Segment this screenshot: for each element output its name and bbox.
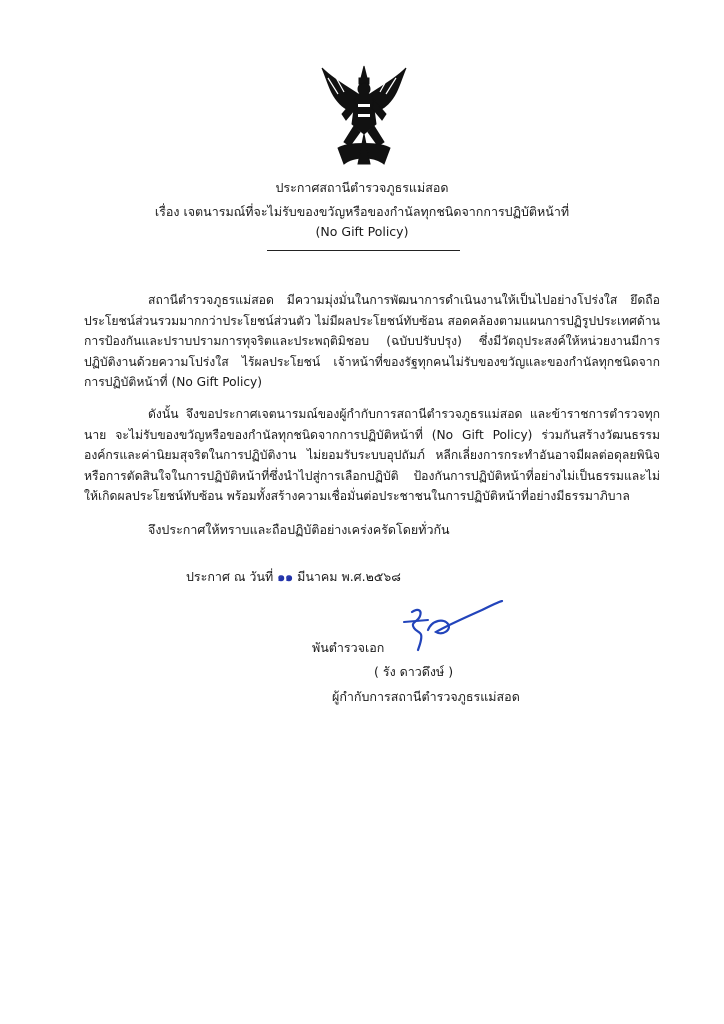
- announcement-subject: เรื่อง เจตนารมณ์ที่จะไม่รับของขวัญหรือของกำนัลทุกชนิดจากการปฏิบัติหน้าที่: [154, 204, 570, 219]
- signatory-name: ( รัง ดาวดึงษ์ ): [374, 664, 454, 679]
- body-paragraph-1: สถานีตำรวจภูธรแม่สอด มีความมุ่งมั่นในการพัฒนาการดำเนินงานให้เป็นไปอย่างโปร่งใส ยึดถือประโยชน์ส่วนรวมมากกว่าประโยชน์ส่วนตัว ไม่มีผลประโยชน์ทับซ้อน สอดคล้องตามแผนการปฏิรูปประเทศด้านการป้องกันและปราบปรามการทุจริตและประพฤติมิชอบ (ฉบับปรับปรุง) ซึ่งมีวัตถุประสงค์ให้หน่วยงานมีการปฏิบัติงานด้วยความโปร่งใส ไร้ผลประโยชน์ เจ้าหน้าที่ของรัฐทุกคนไม่รับของขวัญและของกำนัลทุกชนิดจากการปฏิบัติหน้าที่ (No Gift Policy): [84, 293, 660, 389]
- handwritten-signature: [398, 600, 508, 652]
- announcement-date: [186, 567, 401, 587]
- date-prefix: ประกาศ ณ วันที่: [186, 569, 274, 584]
- announcement-title: ประกาศสถานีตำรวจภูธรแม่สอด: [275, 180, 449, 195]
- title-divider: [267, 250, 460, 251]
- date-month-year: มีนาคม พ.ศ.๒๕๖๘: [297, 569, 401, 584]
- signatory-rank: พันตำรวจเอก: [312, 640, 385, 655]
- signatory-position: ผู้กำกับการสถานีตำรวจภูธรแม่สอด: [332, 689, 520, 704]
- policy-name: (No Gift Policy): [315, 224, 409, 239]
- closing-statement: จึงประกาศให้ทราบและถือปฏิบัติอย่างเคร่งครัดโดยทั่วกัน: [148, 522, 450, 537]
- garuda-emblem: [318, 64, 410, 168]
- date-day: ๑๑: [277, 569, 294, 584]
- body-paragraph-2: ดังนั้น จึงขอประกาศเจตนารมณ์ของผู้กำกับการสถานีตำรวจภูธรแม่สอด และข้าราชการตำรวจทุกนาย จะไม่รับของขวัญหรือของกำนัลทุกชนิดจากการปฏิบัติหน้าที่ (No Gift Policy) ร่วมกันสร้างวัฒนธรรมองค์กรและค่านิยมสุจริตในการปฏิบัติงาน ไม่ยอมรับระบบอุปถัมภ์ หลีกเลี่ยงการกระทำอันอาจมีผลต่อดุลยพินิจหรือการตัดสินใจในการปฏิบัติหน้าที่ซึ่งนำไปสู่การเลือกปฏิบัติ ป้องกันการปฏิบัติหน้าที่อย่างไม่เป็นธรรมและไม่ให้เกิดผลประโยชน์ทับซ้อน พร้อมทั้งสร้างความเชื่อมั่นต่อประชาชนในการปฏิบัติหน้าที่อย่างมีธรรมาภิบาล: [84, 407, 660, 503]
